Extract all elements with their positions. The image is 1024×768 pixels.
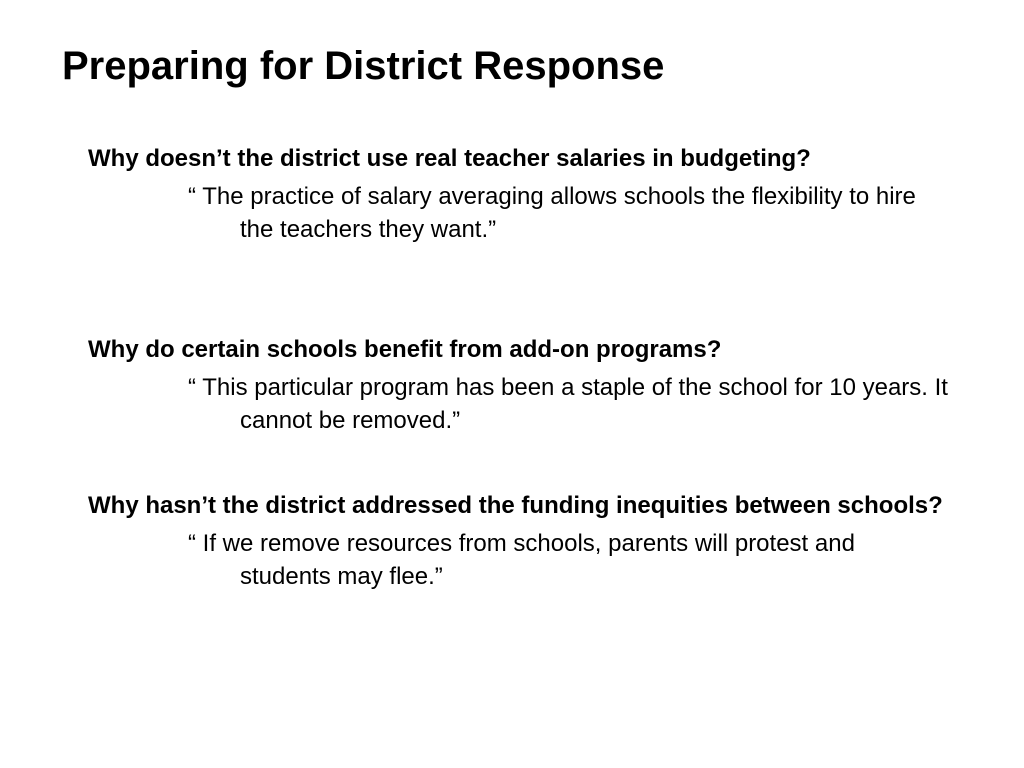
question-text: Why hasn’t the district addressed the funding inequities between schools? <box>88 492 943 519</box>
qa-item-salaries <box>88 143 988 246</box>
slide-title: Preparing for District Response <box>62 44 665 88</box>
question-text: Why do certain schools benefit from add-on programs? <box>88 336 722 363</box>
answer-quote: “ If we remove resources from schools, parents will protest and students may flee.” <box>188 530 855 590</box>
answer-quote: “ The practice of salary averaging allows schools the flexibility to hire the teachers they want.” <box>188 183 916 243</box>
qa-item-funding-inequities <box>88 490 988 593</box>
question-text: Why doesn’t the district use real teacher salaries in budgeting? <box>88 145 811 172</box>
qa-item-add-on-programs <box>88 334 988 437</box>
answer-quote: “ This particular program has been a staple of the school for 10 years. It cannot be removed.” <box>188 374 948 434</box>
